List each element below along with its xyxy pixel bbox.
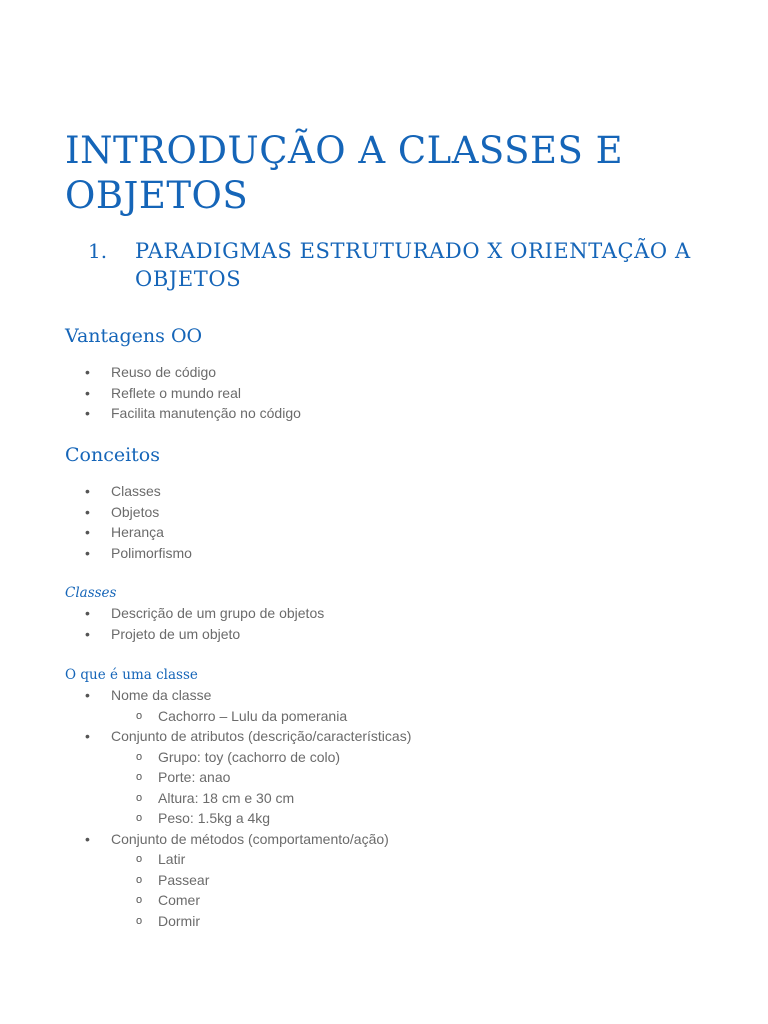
sublist-item: o Cachorro – Lulu da pomerania xyxy=(0,706,300,727)
circle-bullet-icon: o xyxy=(136,914,143,927)
bullet-dot-icon: • xyxy=(85,544,90,561)
bullet-dot-icon: • xyxy=(85,625,90,642)
list-item: • Descrição de um grupo de objetos xyxy=(0,603,213,624)
heading-conceitos: Conceitos xyxy=(65,444,160,466)
circle-bullet-icon: o xyxy=(136,791,143,804)
sublist-item: o Porte: anao xyxy=(0,767,300,788)
bullet-dot-icon: • xyxy=(85,830,90,847)
list-item: • Objetos xyxy=(0,502,81,523)
sublist-item: o Dormir xyxy=(0,911,300,932)
bullet-dot-icon: • xyxy=(85,405,90,421)
heading-o-que-e-uma-classe: O que é uma classe xyxy=(65,667,198,683)
circle-bullet-icon: o xyxy=(136,873,143,886)
list-vantagens xyxy=(0,362,301,424)
list-item: • Conjunto de métodos (comportamento/ação) o Latir o Passear o Comer o Dormir xyxy=(0,829,300,932)
document-title: INTRODUÇÃO A CLASSES E OBJETOS xyxy=(65,129,624,217)
section-title: PARADIGMAS ESTRUTURADO X ORIENTAÇÃO A OBJETOS xyxy=(135,239,691,291)
list-item: • Conjunto de atributos (descrição/características) o Grupo: toy (cachorro de colo) o Porte: anao o Altura: 18 cm e 30 cm o Peso: 1.5kg a 4kg xyxy=(0,726,300,829)
circle-bullet-icon: o xyxy=(136,894,143,906)
sublist-item: o Altura: 18 cm e 30 cm xyxy=(0,788,300,809)
sublist-item: o Comer xyxy=(0,890,300,911)
list-conceitos xyxy=(0,481,192,563)
heading-vantagens: Vantagens OO xyxy=(65,325,203,347)
bullet-dot-icon: • xyxy=(85,687,90,703)
circle-bullet-icon: o xyxy=(136,853,143,865)
list-item: • Reflete o mundo real xyxy=(0,383,190,404)
list-item: • Nome da classe o Cachorro – Lulu da pomerania xyxy=(0,685,300,726)
bullet-dot-icon: • xyxy=(85,364,90,380)
sublist-item: o Peso: 1.5kg a 4kg xyxy=(0,808,300,829)
bullet-dot-icon: • xyxy=(85,384,90,401)
list-classes xyxy=(0,603,325,644)
list-item: • Polimorfismo xyxy=(0,543,81,564)
bullet-dot-icon: • xyxy=(85,483,90,499)
sublist-item: o Passear xyxy=(0,870,300,891)
sublist-item: o Latir xyxy=(0,849,300,870)
bullet-dot-icon: • xyxy=(85,728,90,744)
circle-bullet-icon: o xyxy=(136,771,143,783)
list-item: • Classes xyxy=(0,481,81,502)
list-item: • Projeto de um objeto xyxy=(0,624,213,645)
circle-bullet-icon: o xyxy=(136,812,143,824)
bullet-dot-icon: • xyxy=(85,503,90,520)
circle-bullet-icon: o xyxy=(136,709,143,722)
bullet-dot-icon: • xyxy=(85,605,90,621)
sublist-item: o Grupo: toy (cachorro de colo) xyxy=(0,747,300,768)
heading-classes: Classes xyxy=(65,585,117,601)
section-number: 1. xyxy=(88,239,108,263)
sublist xyxy=(0,706,348,727)
circle-bullet-icon: o xyxy=(136,750,143,763)
list-item: • Herança xyxy=(0,522,81,543)
list-o-que-e-uma-classe xyxy=(0,685,412,931)
bullet-dot-icon: • xyxy=(85,524,90,540)
list-item: • Facilita manutenção no código xyxy=(0,403,190,424)
sublist xyxy=(0,849,300,931)
list-item: • Reuso de código xyxy=(0,362,190,383)
sublist xyxy=(0,747,341,829)
